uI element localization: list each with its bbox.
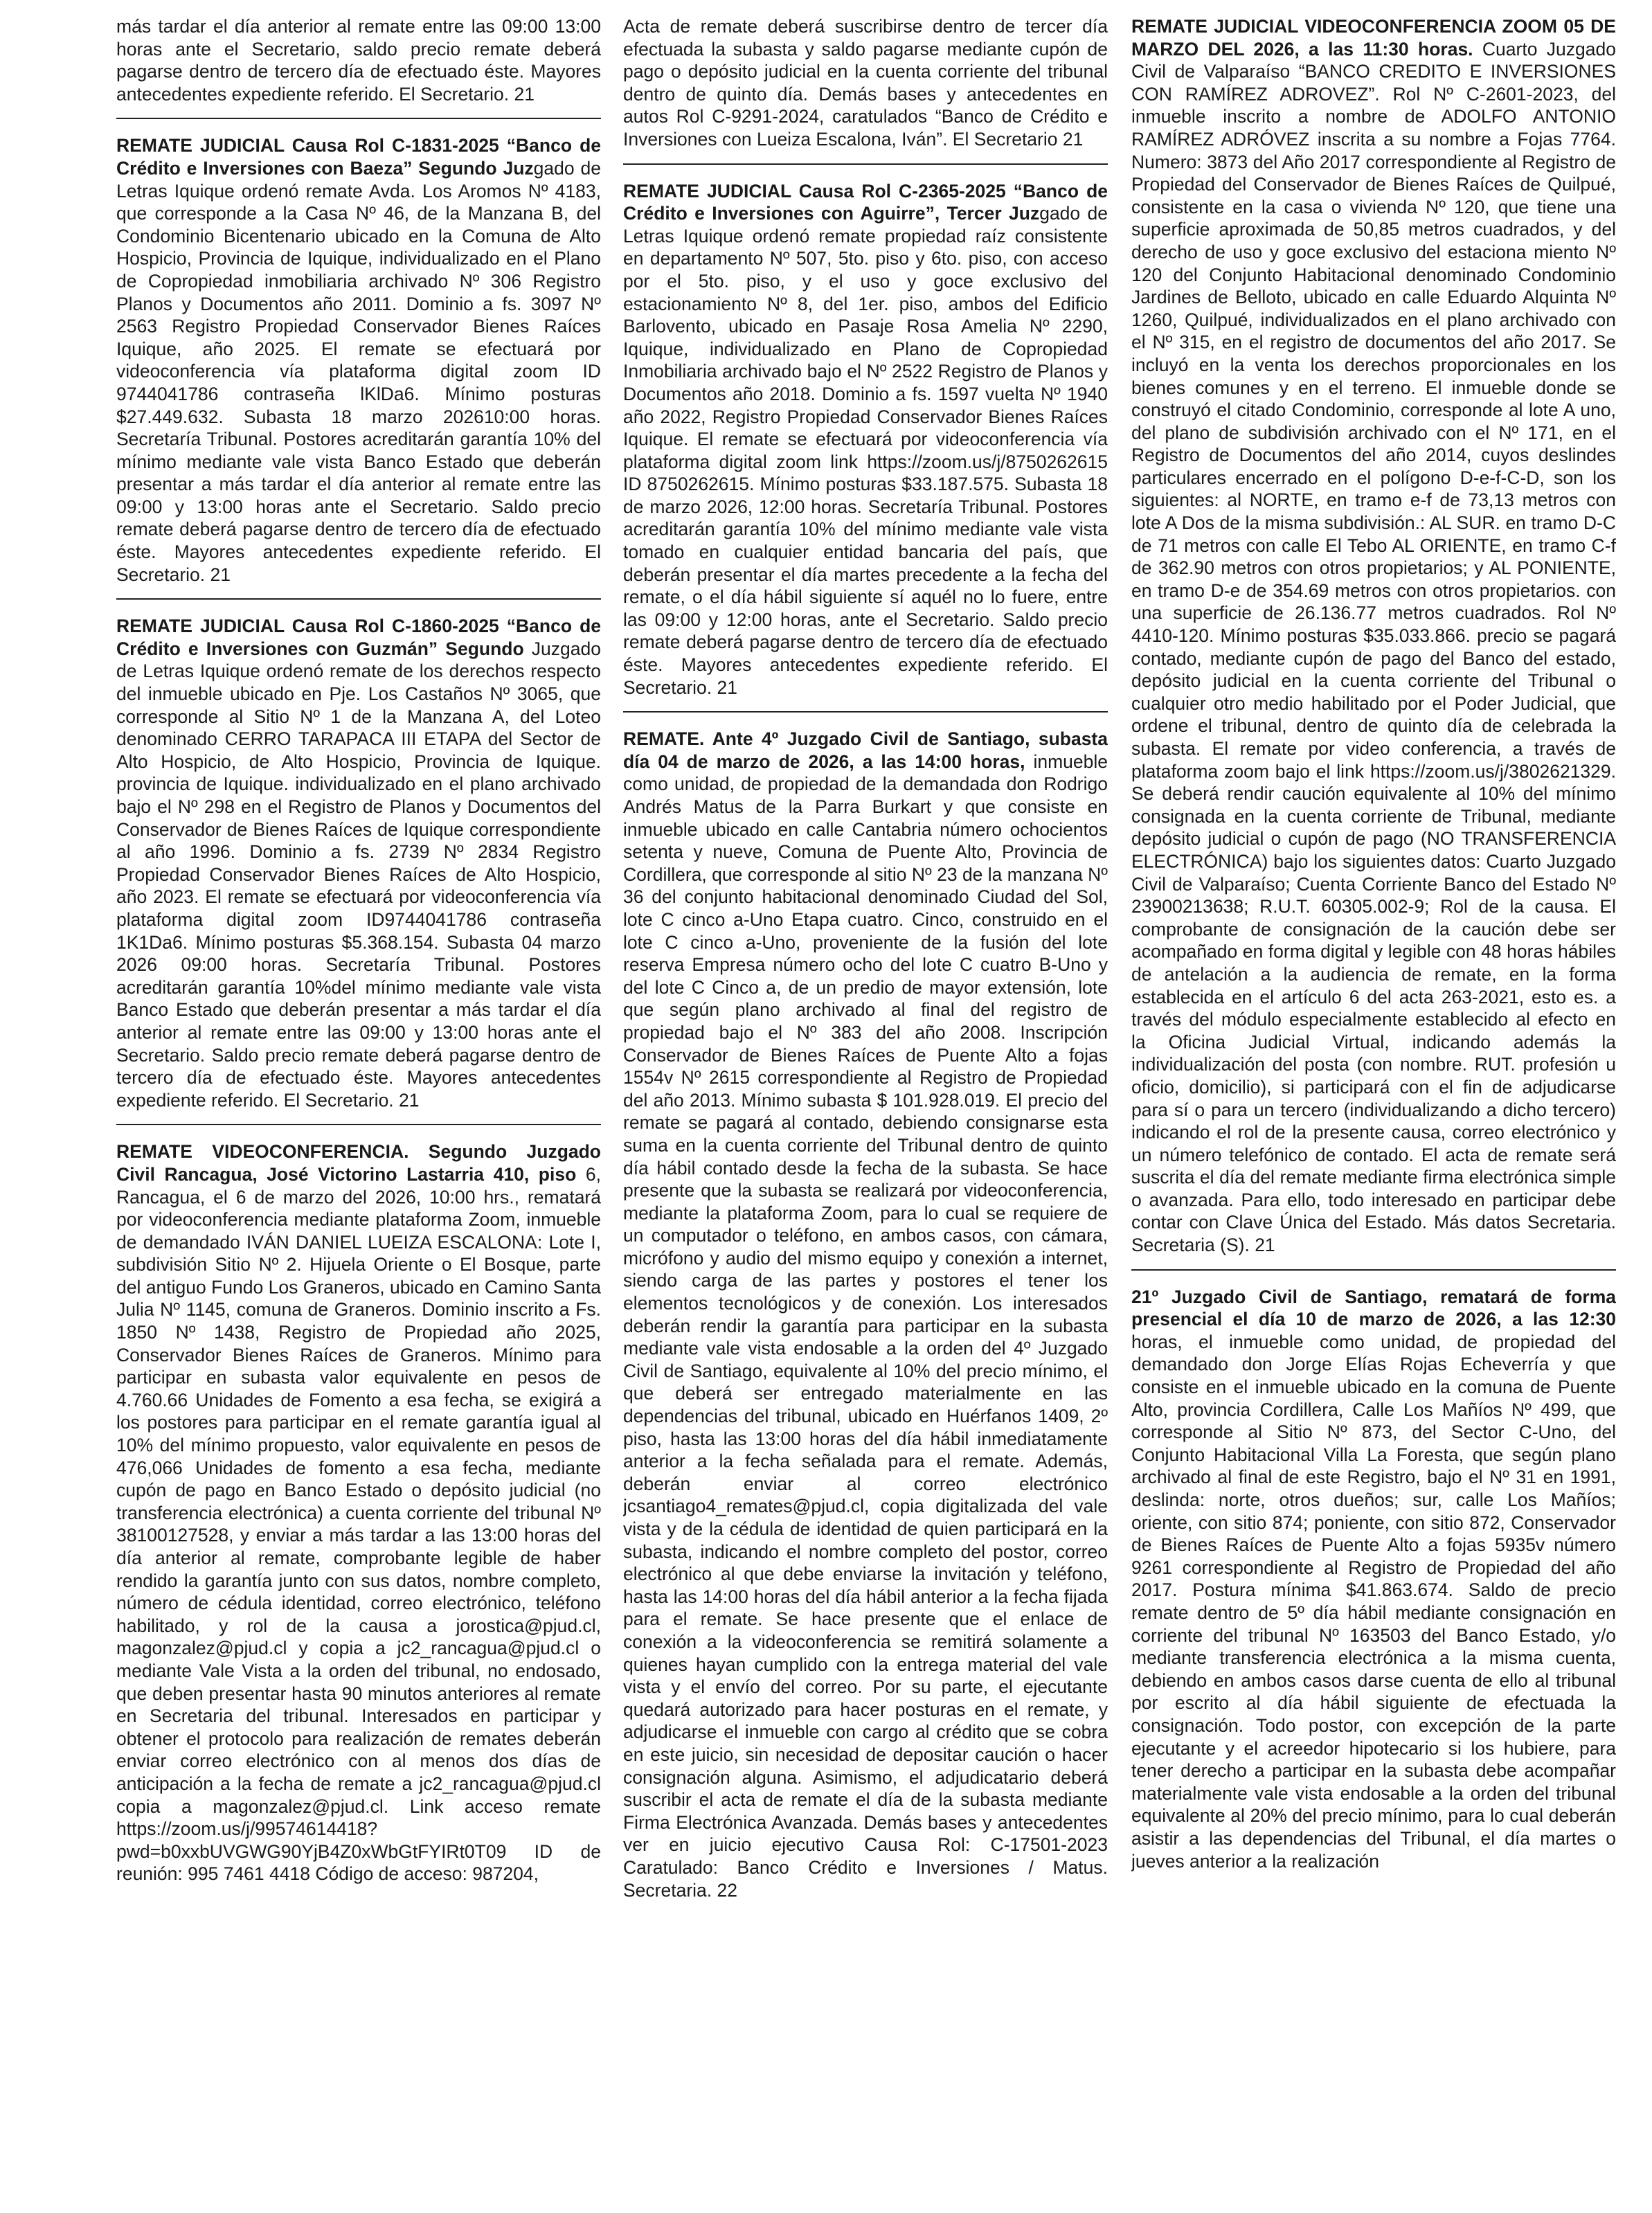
notice-heading: REMATE JUDICIAL VIDEOCONFERENCIA ZOOM 05 DE MARZO DEL 2026, a las 11:30 horas. <box>1131 16 1616 60</box>
notice-body: REMATE. Ante 4º Juzgado Civil de Santiago, subasta día 04 de marzo de 2026, a las 14:00 horas, inmueble como unidad, de propiedad de la demandada don Rodrigo Andrés Matus de la Parra Burkart y que consiste en inmueble ubicado en calle Cantabria número ochocientos setenta y nueve, Comuna de Puente Alto, Provincia de Cordillera, que corresponde al sitio Nº 23 de la manzana Nº 36 del conjunto habitacional denominado Ciudad del Sol, lote C cinco a-Uno Etapa cuatro. Cinco, construido en el lote C cinco a-Uno, proveniente de la fusión del lote reserva Empresa número ocho del lote C cuatro B-Uno y del lote C Cinco a, de un predio de mayor extensión, lote que según plano archivado al final del registro de propiedad bajo el Nº 383 del año 2008. Inscripción Conservador de Bienes Raíces de Puente Alto a fojas 1554v Nº 2615 correspondiente al Registro de Propiedad del año 2013. Mínimo subasta $ 101.928.019. El precio del remate se pagará al contado, debiendo consignarse esta suma en la cuenta corriente del Tribunal dentro de quinto día hábil contado desde la fecha de la subasta. Se hace presente que la subasta se realizará por videoconferencia, mediante la plataforma Zoom, para lo cual se requiere de un computador o teléfono, en ambos casos, con cámara, micrófono y audio del mismo equipo y conexión a internet, siendo carga de las partes y postores el tener los elementos tecnológicos y de conexión. Los interesados deberán rendir la garantía para participar en la subasta mediante vale vista endosable a la orden del 4º Juzgado Civil de Santiago, equivalente al 10% del precio mínimo, el que deberá ser entregado materialmente en las dependencias del tribunal, ubicado en Huérfanos 1409, 2º piso, hasta las 13:00 horas del día hábil inmediatamente anterior a la fecha señalada para el remate. Además, deberán enviar al correo electrónico jcsantiago4_remates@pjud.cl, copia digitalizada del vale vista y de la cédula de identidad de quien participará en la subasta, indicando el nombre completo del postor, correo electrónico al que debe enviarse la invitación y teléfono, hasta las 14:00 horas del día hábil anterior a la fecha fijada para el remate. Se hace presente que el enlace de conexión a la videoconferencia se remitirá solamente a quienes hayan cumplido con la entrega material del vale vista y el envío del correo. Por su parte, el ejecutante quedará autorizado para hacer posturas en el remate, y adjudicarse el inmueble con cargo al crédito que se cobra en este juicio, sin necesidad de depositar caución o hacer consignación alguna. Asimismo, el adjudicatario deberá suscribir el acta de remate el día de la subasta mediante Firma Electrónica Avanzada. Demás bases y antecedentes ver en juicio ejecutivo Causa Rol: C-17501-2023 Caratulado: Banco Crédito e Inversiones / Matus. Secretaria. 22 <box>623 728 1108 1901</box>
notice-continuation <box>116 15 601 105</box>
notice-zoom-valparaiso <box>1131 15 1616 1257</box>
column-1 <box>116 15 601 2203</box>
notice-body: REMATE JUDICIAL Causa Rol C-2365-2025 “Banco de Crédito e Inversiones con Aguirre”, Tercer Juzgado de Letras Iquique ordenó remate propiedad raíz consistente en departamento Nº 507, 5to. piso y 6to. piso, con acceso por el 5to. piso, y el uso y goce exclusivo del estacionamiento Nº 8, del 1er. piso, ambos del Edificio Barlovento, ubicado en Pasaje Rosa Amelia Nº 2290, Iquique, individualizado en Plano de Copropiedad Inmobiliaria archivado bajo el Nº 2522 Registro de Planos y Documentos año 2018. Dominio a fs. 1597 vuelta Nº 1940 año 2022, Registro Propiedad Conservador Bienes Raíces Iquique. El remate se efectuará por videoconferencia vía plataforma digital zoom link https://zoom.us/j/8750262615 ID 8750262615. Mínimo posturas $33.187.575. Subasta 18 de marzo 2026, 12:00 horas. Secretaría Tribunal. Postores acreditarán garantía 10% del mínimo mediante vale vista tomado en cualquier entidad bancaria del país, que deberán presentar el día martes precedente a la fecha del remate, o el día hábil siguiente sí aquél no lo fuere, entre las 09:00 y 12:00 horas, ante el Secretario. Saldo precio remate deberá pagarse dentro de tercero día de efectuado éste. Mayores antecedentes expediente referido. El Secretario. 21 <box>623 180 1108 698</box>
notice-body: REMATE VIDEOCONFERENCIA. Segundo Juzgado Civil Rancagua, José Victorino Lastarria 410, piso 6, Rancagua, el 6 de marzo del 2026, 10:00 hrs., rematará por videoconferencia mediante plataforma Zoom, inmueble de demandado IVÁN DANIEL LUEIZA ESCALONA: Lote I, subdivisión Sitio Nº 2. Hijuela Oriente o El Bosque, parte del antiguo Fundo Los Graneros, ubicado en Camino Santa Julia Nº 1145, comuna de Graneros. Dominio inscrito a Fs. 1850 Nº 1438, Registro de Propiedad año 2025, Conservador Bienes Raíces de Graneros. Mínimo para participar en subasta valor equivalente en pesos de 4.760.66 Unidades de Fomento a esa fecha, se exigirá a los postores para participar en el remate garantía igual al 10% del mínimo propuesto, valor equivalente en pesos de 476,066 Unidades de fomento a esa fecha, mediante cupón de pago en Banco Estado o depósito judicial (no transferencia electrónica) a cuenta corriente del tribunal Nº 38100127528, y enviar a más tardar a las 13:00 horas del día anterior al remate, comprobante legible de haber rendido la garantía junto con sus datos, nombre completo, número de cédula identidad, correo electrónico, teléfono habilitado, y rol de la causa a jorostica@pjud.cl, magonzalez@pjud.cl y copia a jc2_rancagua@pjud.cl o mediante Vale Vista a la orden del tribunal, no endosado, que deben presentar hasta 90 minutos anteriores al remate en Secretaria del tribunal. Interesados en participar y obtener el protocolo para realización de remates deberán enviar correo electrónico con al menos dos días de anticipación a la fecha de remate a jc2_rancagua@pjud.cl copia a magonzalez@pjud.cl. Link acceso remate https://zoom.us/j/99574614418?pwd=b0xxbUVGWG90YjB4Z0xWbGtFYIRt0T09 ID de reunión: 995 7461 4418 Código de acceso: 987204, <box>116 1141 601 1885</box>
notice-rol-c-1831-2025 <box>116 134 601 586</box>
notice-body: 21º Juzgado Civil de Santiago, rematará de forma presencial el día 10 de marzo de 2026, a las 12:30 horas, el inmueble como unidad, de propiedad del demandado don Jorge Elías Rojas Echeverría y que consiste en el inmueble ubicado en la comuna de Puente Alto, provincia Cordillera, Calle Los Mañíos Nº 499, que corresponde al Sitio Nº 873, del Sector C-Uno, del Conjunto Habitacional Villa La Foresta, que según plano archivado al final de este Registro, bajo el Nº 31 en 1991, deslinda: norte, otros dueños; sur, calle Los Mañíos; oriente, con sitio 874; poniente, con sitio 872, Conservador de Bienes Raíces de Puente Alto a fojas 5935v número 9261 correspondiente al Registro de Propiedad del año 2017. Postura mínima $41.863.674. Saldo de precio remate dentro de 5º día hábil mediante consignación en corriente del tribunal Nº 163503 del Banco Estado, y/o mediante transferencia electrónica a la misma cuenta, debiendo en ambos casos darse cuenta de ello al tribunal por escrito al día hábil siguiente de efectuada la consignación. Todo postor, con excepción de la parte ejecutante y el acreedor hipotecario si los hubiere, para tener derecho a participar en la subasta debe acompañar materialmente vale vista endosable a la orden del tribunal equivalente al 20% del precio mínimo, para lo cual deberán asistir a las dependencias del Tribunal, el día martes o jueves anterior a la realización <box>1131 1286 1616 1872</box>
notice-divider <box>623 163 1108 165</box>
notice-body: REMATE JUDICIAL VIDEOCONFERENCIA ZOOM 05 DE MARZO DEL 2026, a las 11:30 horas. Cuarto Juzgado Civil de Valparaíso “BANCO CREDITO E INVERSIONES CON RAMÍREZ ADROVEZ”. Rol Nº C-2601-2023, del inmueble inscrito a nombre de ADOLFO ANTONIO RAMÍREZ ADRÓVEZ inscrita a su nombre a Fojas 7764. Numero: 3873 del Año 2017 correspondiente al Registro de Propiedad del Conservador de Bienes Raíces de Quilpué, consistente en la casa o vivienda Nº 120, que tiene una superficie aproximada de 50,85 metros cuadrados, y del derecho de uso y goce exclusivo del estaciona miento Nº 120 del Conjunto Habitacional denominado Condominio Jardines de Belloto, ubicado en calle Eduardo Alquinta Nº 1260, Quilpué, individualizados en el plano archivado con el Nº 315, en el registro de documentos del año 2017. Se incluyó en la venta los derechos proporcionales en los bienes comunes y en el terreno. El inmueble donde se construyó el citado Condominio, corresponde al lote A uno, del plano de subdivisión archivado con el Nº 171, en el Registro de Documentos del año 2014, cuyos deslindes particulares encerrado en el polígono D-e-f-C-D, son los siguientes: al NORTE, en tramo e-f de 73,13 metros con lote A Dos de la misma subdivisión.: AL SUR. en tramo D-C de 71 metros con calle El Tebo AL ORIENTE, en tramo C-f de 362.90 metros con otros propietarios; y AL PONIENTE, en tramo D-e de 354.69 metros con otros propietarios. con una superficie de 26.136.77 metros cuadrados. Rol Nº 4410-120. Mínimo posturas $35.033.866. precio se pagará contado, mediante cupón de pago del Banco del estado, depósito judicial en la cuenta corriente del Tribunal o cualquier otro medio habilitado por el Poder Judicial, que ordene el tribunal, dentro de quinto día de celebrada la subasta. El remate por video conferencia, a través de plataforma zoom bajo el link https://zoom.us/j/3802621329. Se deberá rendir caución equivalente al 10% del mínimo consignada en la cuenta corriente de Tribunal, mediante depósito judicial o cupón de pago (NO TRANSFERENCIA ELECTRÓNICA) bajo los siguientes datos: Cuarto Juzgado Civil de Valparaíso; Cuenta Corriente Banco del Estado Nº 23900213638; R.U.T. 60305.002-9; Rol de la causa. El comprobante de consignación de la caución debe ser acompañado en forma digital y legible con 48 horas hábiles de antelación a la audiencia de remate, en la forma establecida en el artículo 6 del acta 263-2021, esto es. a través del módulo especialmente establecido al efecto en la Oficina Judicial Virtual, indicando además la individualización del posta (con nombre. RUT. profesión u oficio, domicilio), si participará con el fin de adjudicarse para sí o para un tercero (individualizando a dicho tercero) indicando el rol de la presente causa, correo electrónico y un número telefónico de contado. El acta de remate será suscrita el día del remate mediante firma electrónica simple o avanzada. Para ello, todo interesado en participar debe contar con Clave Única del Estado. Más datos Secretaria. Secretaria (S). 21 <box>1131 16 1616 1256</box>
notice-heading: REMATE VIDEOCONFERENCIA. Segundo Juzgado Civil Rancagua, José Victorino Lastarria 410, piso <box>116 1141 601 1185</box>
notice-rol-c-1860-2025 <box>116 615 601 1111</box>
notice-continuation <box>623 15 1108 151</box>
notice-heading: REMATE JUDICIAL Causa Rol C-2365-2025 “Banco de Crédito e Inversiones con Aguirre”, Tercer Juz <box>623 180 1108 224</box>
notice-body: Acta de remate deberá suscribirse dentro de tercer día efectuada la subasta y saldo pagarse mediante cupón de pago o depósito judicial en la cuenta corriente del tribunal dentro de quinto día. Demás bases y antecedentes en autos Rol C-9291-2024, caratulados “Banco de Crédito e Inversiones con Lueiza Escalona, Iván”. El Secretario 21 <box>623 16 1108 150</box>
notice-body: REMATE JUDICIAL Causa Rol C-1860-2025 “Banco de Crédito e Inversiones con Guzmán” Segundo Juzgado de Letras Iquique ordenó remate de los derechos respecto del inmueble ubicado en Pje. Los Castaños Nº 3065, que corresponde al Sitio Nº 1 de la Manzana A, del Loteo denominado CERRO TARAPACA III ETAPA del Sector de Alto Hospicio, de Alto Hospicio, Provincia de Iquique. provincia de Iquique. individualizado en el plano archivado bajo el Nº 298 en el Registro de Planos y Documentos del Conservador de Bienes Raíces de Iquique correspondiente al año 1996. Dominio a fs. 2739 Nº 2834 Registro Propiedad Conservador Bienes Raíces de Alto Hospicio, año 2023. El remate se efectuará por videoconferencia vía plataforma digital zoom ID9744041786 contraseña 1K1Da6. Mínimo posturas $5.368.154. Subasta 04 marzo 2026 09:00 horas. Secretaría Tribunal. Postores acreditarán garantía 10%del mínimo mediante vale vista Banco Estado que deberán presentar a más tardar el día anterior al remate entre las 09:00 y 13:00 horas ante el Secretario. Saldo precio remate deberá pagarse dentro de tercero día de efectuado éste. Mayores antecedentes expediente referido. El Secretario. 21 <box>116 616 601 1111</box>
notice-divider <box>623 711 1108 713</box>
notice-divider <box>116 1124 601 1125</box>
column-3 <box>1131 15 1616 2203</box>
notice-body: más tardar el día anterior al remate entre las 09:00 13:00 horas ante el Secretario, saldo precio remate deberá pagarse dentro de tercero día de efectuado éste. Mayores antecedentes expediente referido. El Secretario. 21 <box>116 16 601 105</box>
notice-divider <box>116 118 601 119</box>
notice-heading: 21º Juzgado Civil de Santiago, rematará de forma presencial el día 10 de marzo de 2026, a las 12:30 <box>1131 1286 1616 1330</box>
notice-heading: REMATE. Ante 4º Juzgado Civil de Santiago, subasta día 04 de marzo de 2026, a las 14:00 horas, <box>623 728 1108 772</box>
notice-heading: REMATE JUDICIAL Causa Rol C-1860-2025 “Banco de Crédito e Inversiones con Guzmán” Segundo <box>116 616 601 659</box>
notice-rol-c-2365-2025 <box>623 180 1108 699</box>
notice-divider <box>116 598 601 600</box>
notice-4-juzgado-santiago <box>623 728 1108 1901</box>
notice-videoconferencia-rancagua <box>116 1140 601 1885</box>
notice-divider <box>1131 1269 1616 1271</box>
notice-21-juzgado-santiago <box>1131 1286 1616 1872</box>
column-2 <box>623 15 1108 2203</box>
notice-body: REMATE JUDICIAL Causa Rol C-1831-2025 “Banco de Crédito e Inversiones con Baeza” Segundo Juzgado de Letras Iquique ordenó remate Avda. Los Aromos Nº 4183, que corresponde a la Casa Nº 46, de la Manzana B, del Condominio Bicentenario ubicado en la Comuna de Alto Hospicio, Provincia de Iquique, individualizado en el Plano de Copropiedad inmobiliaria archivado Nº 306 Registro Planos y Documentos año 2011. Dominio a fs. 3097 Nº 2563 Registro Propiedad Conservador Bienes Raíces Iquique, año 2025. El remate se efectuará por videoconferencia vía plataforma digital zoom ID 9744041786 contraseña lKlDa6. Mínimo posturas $27.449.632. Subasta 18 marzo 202610:00 horas. Secretaría Tribunal. Postores acreditarán garantía 10% del mínimo mediante vale vista Banco Estado que deberán presentar a más tardar el día anterior al remate entre las 09:00 y 13:00 horas ante el Secretario. Saldo precio remate deberá pagarse dentro de tercero día de efectuado éste. Mayores antecedentes expediente referido. El Secretario. 21 <box>116 135 601 585</box>
notice-heading: REMATE JUDICIAL Causa Rol C-1831-2025 “Banco de Crédito e Inversiones con Baeza” Segundo Juz <box>116 135 601 179</box>
